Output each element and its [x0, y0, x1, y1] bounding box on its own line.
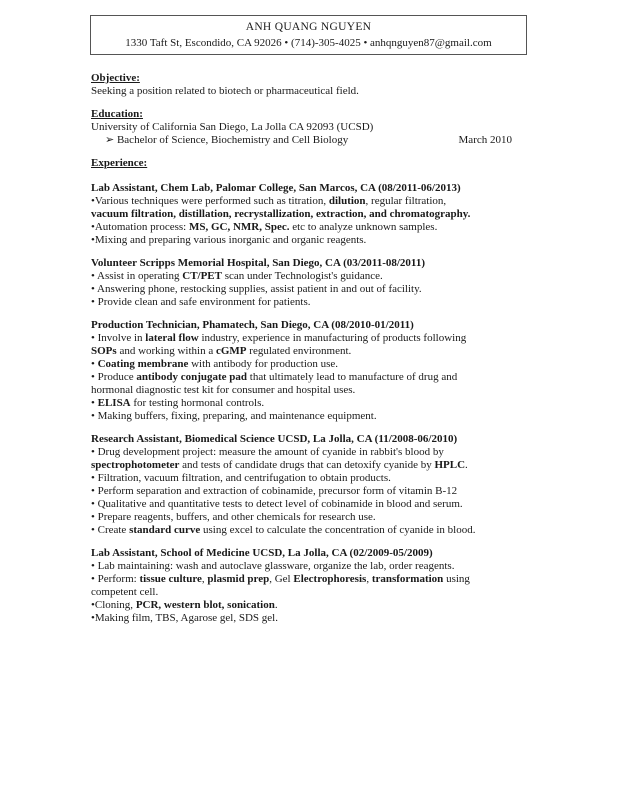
job-title: Lab Assistant, Chem Lab, Palomar College, San Marcos, CA (08/2011-06/2013)	[91, 182, 461, 194]
job-bullet-line	[91, 459, 521, 472]
job-bullet-line	[91, 234, 521, 247]
line-bold: plasmid prep	[207, 573, 270, 585]
job-bullet-line	[91, 524, 521, 537]
line-text: and working within a	[116, 345, 216, 357]
line-text: competent cell.	[91, 586, 159, 598]
job-list	[91, 182, 521, 625]
line-bold: vacuum filtration, distillation, recrystallization, extraction, and chromatography.	[91, 208, 471, 220]
header-box	[90, 15, 527, 55]
education-date: March 2010	[458, 134, 512, 146]
line-text: •Mixing and preparing various inorganic and organic reagents.	[91, 234, 367, 246]
job-title: Volunteer Scripps Memorial Hospital, San Diego, CA (03/2011-08/2011)	[91, 257, 425, 269]
job-bullet-line	[91, 410, 521, 423]
education-degree-row	[91, 134, 521, 147]
line-text: •Various techniques were performed such as titration,	[91, 195, 329, 207]
job-bullet-line	[91, 472, 521, 485]
line-bold: SOPs	[91, 345, 117, 357]
line-text: • Produce	[91, 371, 137, 383]
job-entry	[91, 182, 521, 247]
line-text: ,	[201, 573, 208, 585]
job-bullet-line	[91, 511, 521, 524]
line-bold: antibody conjugate pad	[136, 371, 248, 383]
line-text: • Filtration, vacuum filtration, and centrifugation to obtain products.	[91, 472, 391, 484]
job-title: Research Assistant, Biomedical Science UCSD, La Jolla, CA (11/2008-06/2010)	[91, 433, 458, 445]
job-entry	[91, 319, 521, 423]
line-bold: standard curve	[129, 524, 201, 536]
line-text: • Making buffers, fixing, preparing, and maintenance equipment.	[91, 410, 377, 422]
job-bullet-line	[91, 573, 521, 586]
job-bullet-line	[91, 270, 521, 283]
candidate-name: ANH QUANG NGUYEN	[245, 21, 372, 33]
line-text: ,	[366, 573, 372, 585]
job-bullet-line	[91, 485, 521, 498]
line-text: •	[91, 397, 98, 409]
job-bullet-line	[91, 195, 521, 208]
line-text: • Provide clean and safe environment for patients.	[91, 296, 311, 308]
job-bullet-line	[91, 358, 521, 371]
line-text: scan under Technologist's guidance.	[221, 270, 383, 282]
line-bold: ELISA	[97, 397, 131, 409]
job-entry	[91, 433, 521, 537]
line-text: regulated environment.	[246, 345, 352, 357]
job-bullet-line	[91, 332, 521, 345]
line-text: • Create	[91, 524, 130, 536]
line-bold: lateral flow	[145, 332, 199, 344]
resume-body	[91, 72, 521, 625]
job-bullet-line	[91, 612, 521, 625]
line-text: .	[465, 459, 468, 471]
line-bold: dilution	[328, 195, 366, 207]
line-bold: Coating membrane	[97, 358, 189, 370]
line-bold: transformation	[371, 573, 444, 585]
line-bold: cGMP	[215, 345, 247, 357]
line-bold: PCR, western blot, sonication	[135, 599, 275, 611]
line-text: •Automation process:	[91, 221, 189, 233]
line-text: with antibody for production use.	[188, 358, 339, 370]
contact-line: 1330 Taft St, Escondido, CA 92026 • (714)-305-4025 • anhqnguyen87@gmail.com	[125, 37, 492, 49]
line-text: • Perform:	[91, 573, 140, 585]
objective-text: Seeking a position related to biotech or pharmaceutical field.	[91, 85, 359, 97]
job-title: Lab Assistant, School of Medicine UCSD, La Jolla, CA (02/2009-05/2009)	[91, 547, 433, 559]
job-bullet-line	[91, 599, 521, 612]
line-text: etc to analyze unknown samples.	[289, 221, 438, 233]
line-text: that ultimately lead to manufacture of drug and	[247, 371, 458, 383]
line-text: using	[443, 573, 470, 585]
line-text: for testing hormonal controls.	[130, 397, 265, 409]
job-bullet-line	[91, 371, 521, 384]
job-title: Production Technician, Phamatech, San Diego, CA (08/2010-01/2011)	[91, 319, 414, 331]
line-bold: Electrophoresis	[293, 573, 367, 585]
job-bullet-line	[91, 446, 521, 459]
job-bullet-line	[91, 208, 521, 221]
job-entry	[91, 257, 521, 309]
job-bullet-line	[91, 586, 521, 599]
line-text: •Cloning,	[91, 599, 136, 611]
job-bullet-line	[91, 345, 521, 358]
line-bold: MS, GC, NMR, Spec.	[188, 221, 290, 233]
job-bullet-line	[91, 397, 521, 410]
job-bullet-line	[91, 560, 521, 573]
job-bullet-line	[91, 384, 521, 397]
line-text: •	[91, 358, 98, 370]
line-bold: CT/PET	[182, 270, 222, 282]
line-text: • Assist in operating	[91, 270, 183, 282]
line-text: • Drug development project: measure the amount of cyanide in rabbit's blood by	[91, 446, 444, 458]
job-bullet-line	[91, 296, 521, 309]
line-text: industry, experience in manufacturing of products following	[198, 332, 467, 344]
job-entry	[91, 547, 521, 625]
objective-heading: Objective:	[91, 72, 140, 84]
line-text: hormonal diagnostic test kit for consumer and hospital uses.	[91, 384, 356, 396]
line-text: .	[274, 599, 278, 611]
job-bullet-line	[91, 283, 521, 296]
line-text: using excel to calculate the concentration of cyanide in blood.	[200, 524, 476, 536]
line-text: , regular filtration,	[365, 195, 447, 207]
line-bold: tissue culture	[139, 573, 202, 585]
line-text: • Involve in	[91, 332, 146, 344]
line-bold: HPLC	[434, 459, 466, 471]
job-bullet-line	[91, 221, 521, 234]
line-text: •Making film, TBS, Agarose gel, SDS gel.	[91, 612, 278, 624]
line-text: • Prepare reagents, buffers, and other chemicals for research use.	[91, 511, 376, 523]
experience-heading: Experience:	[91, 157, 148, 169]
line-text: • Answering phone, restocking supplies, assist patient in and out of facility.	[91, 283, 422, 295]
line-text: • Qualitative and quantitative tests to detect level of cobinamide in blood and serum.	[91, 498, 463, 510]
line-text: , Gel	[269, 573, 294, 585]
education-school: University of California San Diego, La Jolla CA 92093 (UCSD)	[91, 121, 374, 133]
education-heading: Education:	[91, 108, 143, 120]
line-bold: spectrophotometer	[91, 459, 180, 471]
line-text: • Lab maintaining: wash and autoclave glassware, organize the lab, order reagents.	[91, 560, 455, 572]
line-text: and tests of candidate drugs that can detoxify cyanide by	[179, 459, 435, 471]
line-text: • Perform separation and extraction of cobinamide, precursor form of vitamin B-12	[91, 485, 458, 497]
job-bullet-line	[91, 498, 521, 511]
education-degree: ➢ Bachelor of Science, Biochemistry and Cell Biology	[105, 134, 349, 146]
